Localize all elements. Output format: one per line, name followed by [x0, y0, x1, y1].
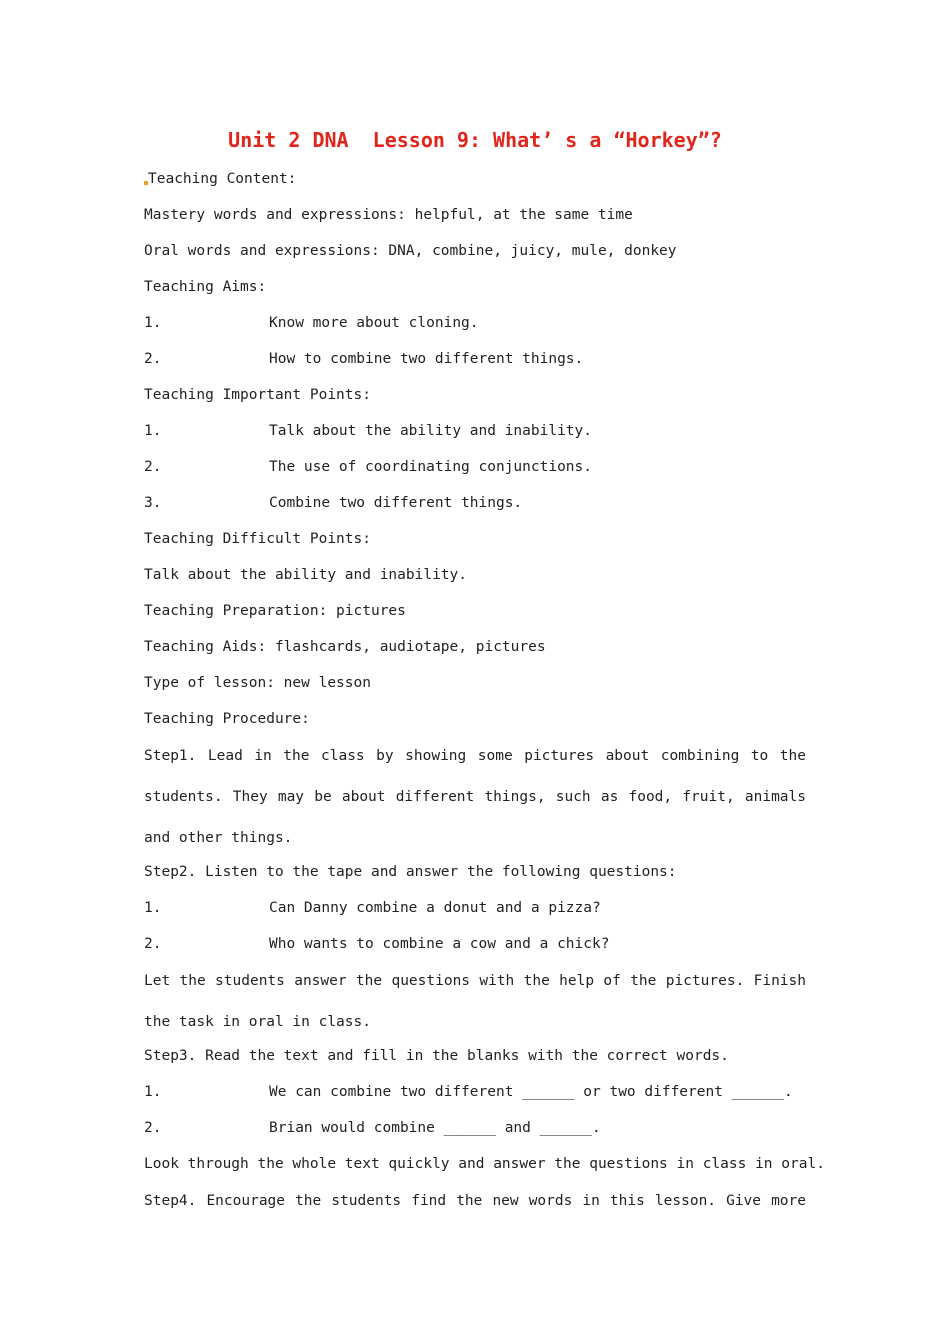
difficult-points-text: Talk about the ability and inability.: [144, 567, 468, 583]
teaching-aims-heading: Teaching Aims:: [144, 279, 267, 295]
step2-line: Step2. Listen to the tape and answer the following questions:: [144, 864, 677, 880]
step2-instruction-paragraph: Let the students answer the questions with the help of the pictures. Finish the task in oral in class.: [144, 973, 806, 1030]
important-item-1: 1. Talk about the ability and inability.: [144, 423, 593, 439]
step3-line: Step3. Read the text and fill in the blanks with the correct words.: [144, 1048, 729, 1064]
difficult-points-heading: Teaching Difficult Points:: [144, 531, 371, 547]
step3-instruction-line: Look through the whole text quickly and answer the questions in class in oral.: [144, 1156, 825, 1172]
page-title: Unit 2 DNA Lesson 9: What’ s a “Horkey”?: [228, 128, 722, 152]
oral-words-line: Oral words and expressions: DNA, combine, juicy, mule, donkey: [144, 243, 677, 259]
teaching-procedure-heading: Teaching Procedure:: [144, 711, 310, 727]
step2-question-2: 2. Who wants to combine a cow and a chick?: [144, 936, 610, 952]
important-points-heading: Teaching Important Points:: [144, 387, 371, 403]
aims-item-2: 2. How to combine two different things.: [144, 351, 584, 367]
step2-question-1: 1. Can Danny combine a donut and a pizza?: [144, 900, 601, 916]
document-body: [144, 168, 825, 1224]
aims-item-1: 1. Know more about cloning.: [144, 315, 479, 331]
teaching-content-heading: Teaching Content:: [144, 168, 806, 204]
lesson-type-line: Type of lesson: new lesson: [144, 675, 371, 691]
teaching-aids-line: Teaching Aids: flashcards, audiotape, pictures: [144, 639, 546, 655]
step3-blank-1: 1. We can combine two different ______ or two different ______.: [144, 1084, 793, 1100]
step1-paragraph: Step1. Lead in the class by showing some pictures about combining to the students. They may be about different things, such as food, fruit, animals and other things.: [144, 748, 806, 846]
step3-blank-2: 2. Brian would combine ______ and ______.: [144, 1120, 601, 1136]
mastery-words-line: Mastery words and expressions: helpful, at the same time: [144, 207, 633, 223]
teaching-preparation-line: Teaching Preparation: pictures: [144, 603, 406, 619]
step4-paragraph: Step4. Encourage the students find the new words in this lesson. Give more: [144, 1193, 806, 1209]
important-item-2: 2. The use of coordinating conjunctions.: [144, 459, 593, 475]
important-item-3: 3. Combine two different things.: [144, 495, 523, 511]
